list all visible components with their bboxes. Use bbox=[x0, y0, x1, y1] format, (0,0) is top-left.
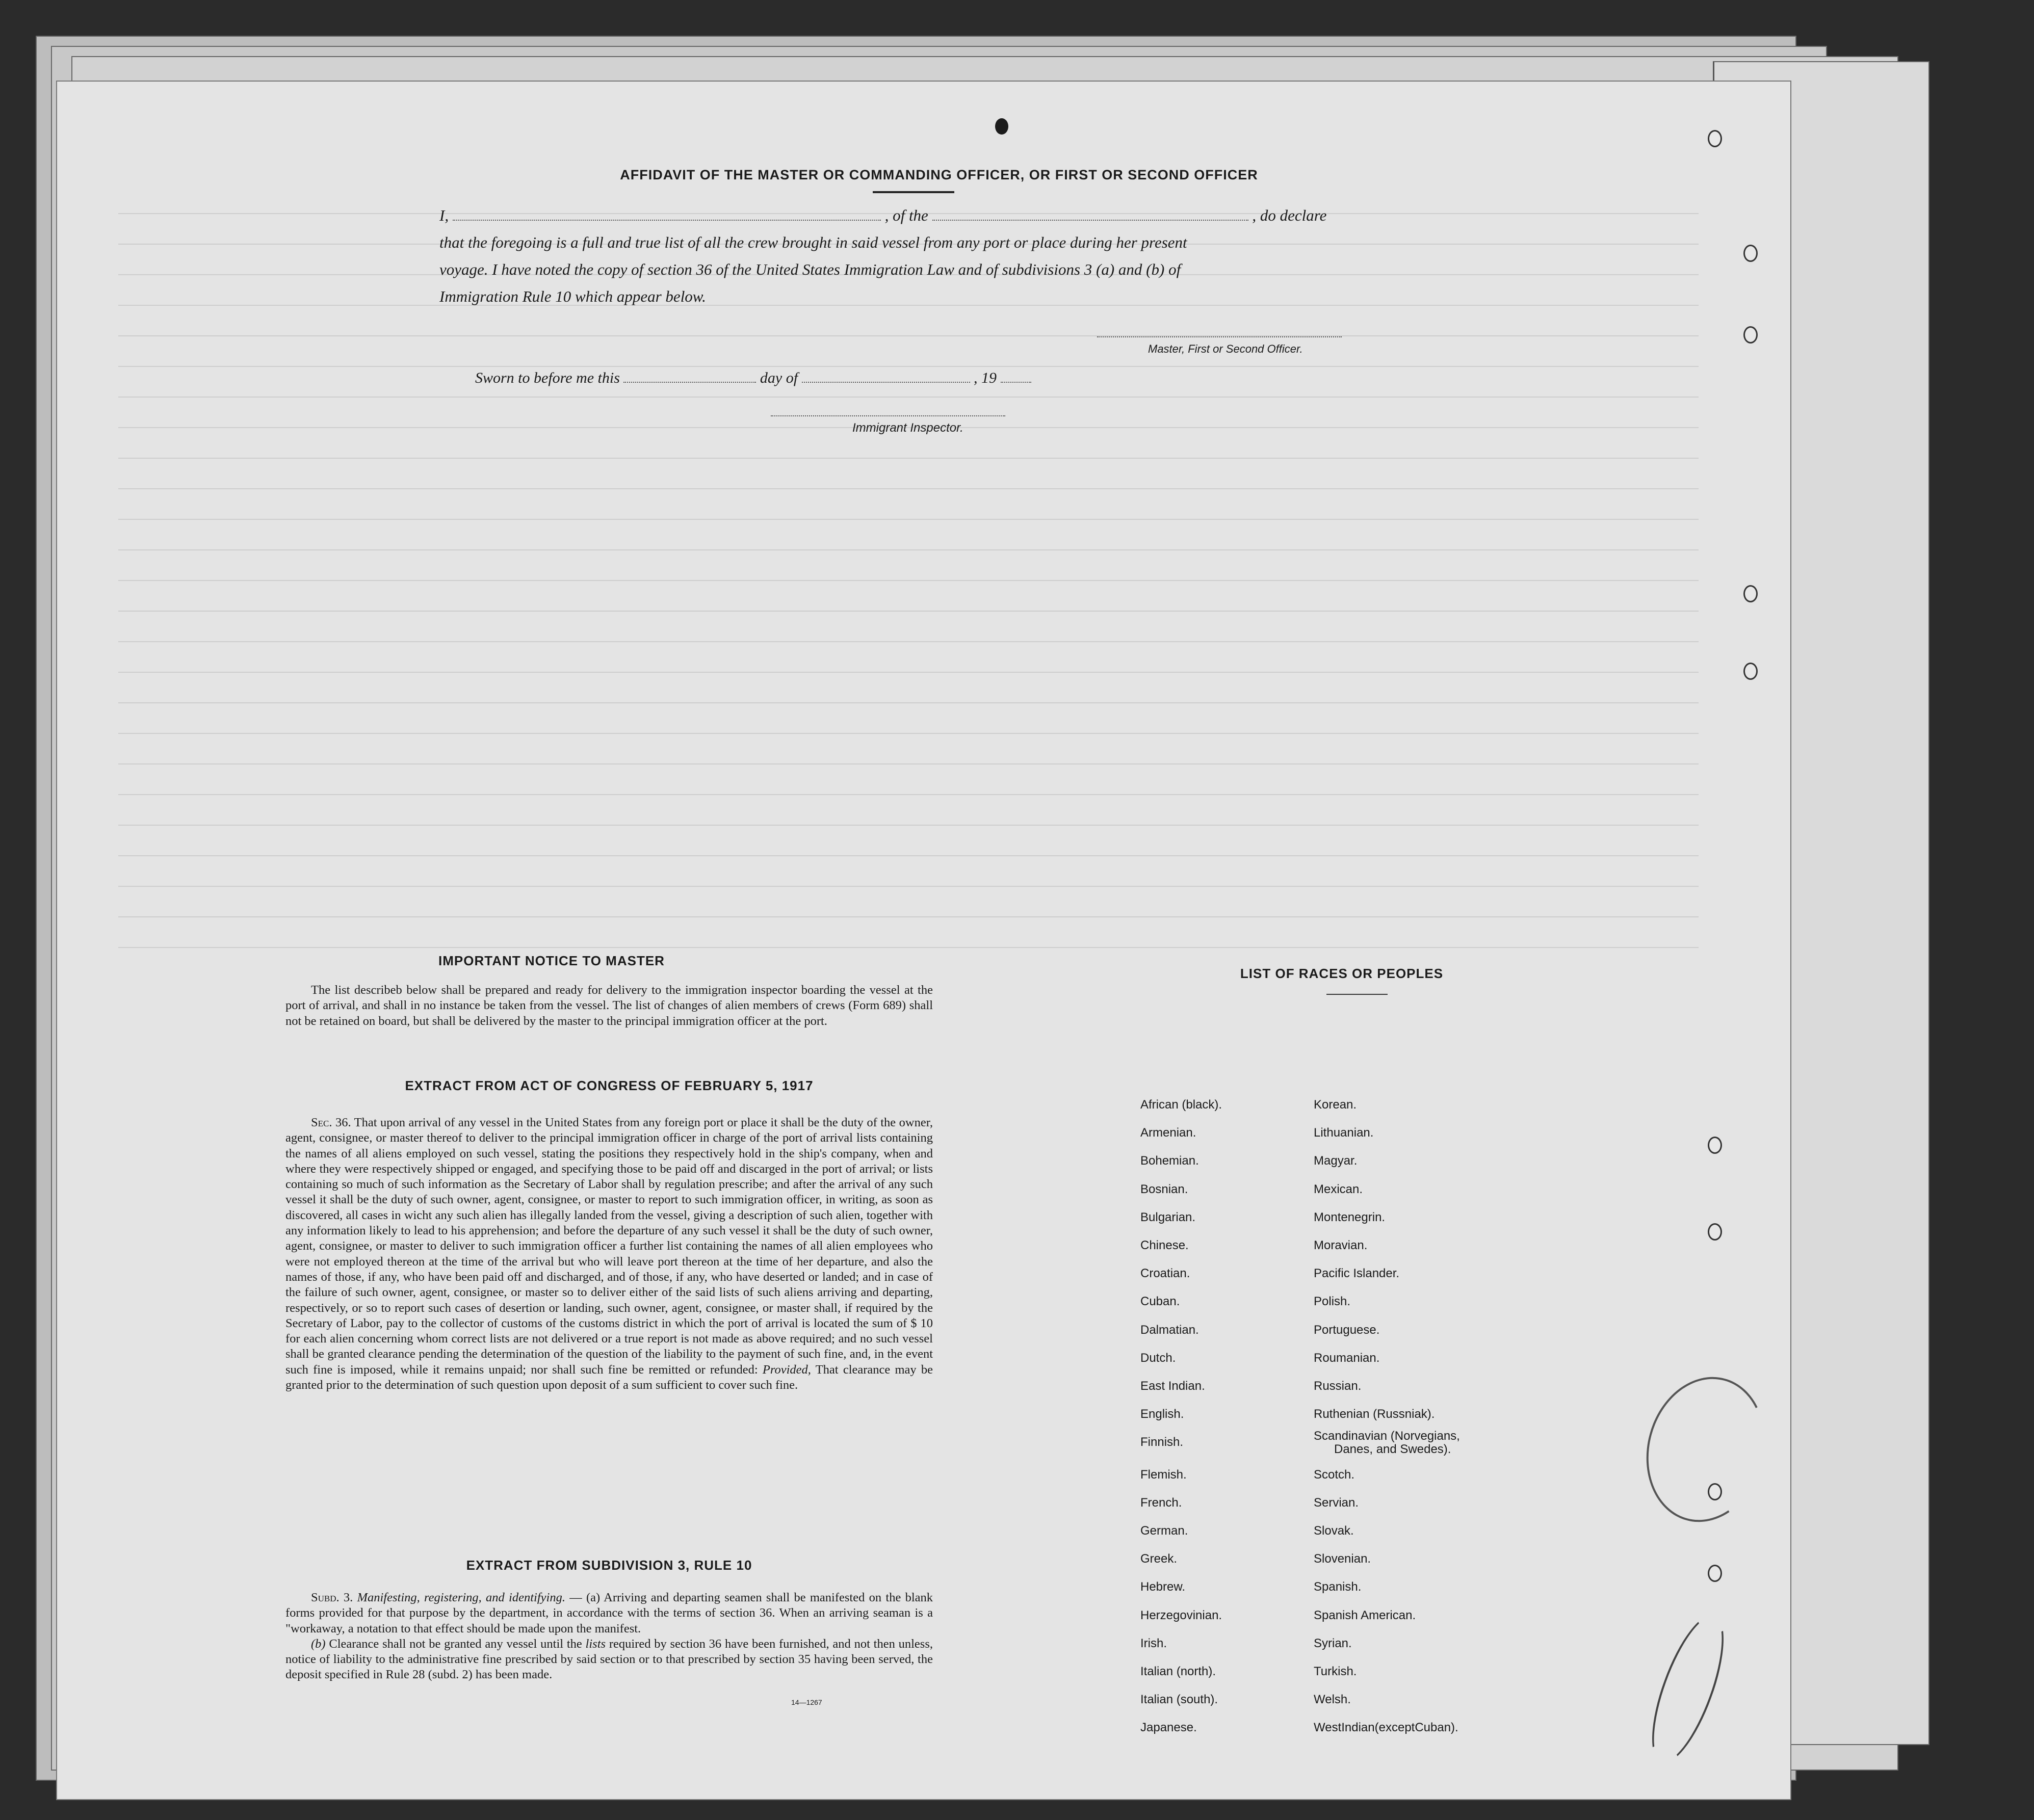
race-item: Bulgarian. bbox=[1140, 1210, 1196, 1224]
race-item: German. bbox=[1140, 1524, 1188, 1538]
subd-b-label: (b) bbox=[311, 1637, 326, 1651]
race-item: Scandinavian (Norvegians, bbox=[1314, 1429, 1460, 1443]
affidavit-line-1 bbox=[439, 206, 1449, 225]
subd-a-label: — (a) bbox=[569, 1591, 601, 1604]
race-item: Danes, and Swedes). bbox=[1334, 1442, 1451, 1457]
binder-ring-hole bbox=[1743, 326, 1758, 344]
race-item: Portuguese. bbox=[1314, 1323, 1380, 1337]
binder-ring-hole bbox=[1743, 245, 1758, 262]
signature-line bbox=[1097, 336, 1342, 337]
race-item: Hebrew. bbox=[1140, 1580, 1186, 1594]
blank-vessel-field bbox=[932, 219, 1248, 221]
pencil-mark bbox=[1631, 1363, 1781, 1535]
race-item: Spanish American. bbox=[1314, 1608, 1416, 1622]
race-item: Pacific Islander. bbox=[1314, 1267, 1400, 1281]
race-item: Russian. bbox=[1314, 1379, 1362, 1393]
race-item: Bosnian. bbox=[1140, 1182, 1188, 1196]
affidavit-text: I, bbox=[439, 206, 449, 224]
section-36-paragraph bbox=[285, 1115, 933, 1393]
blank-day-field bbox=[623, 381, 756, 383]
affidavit-text: , of the bbox=[884, 206, 928, 224]
binder-ring-hole bbox=[1708, 1223, 1722, 1241]
race-item: Cuban. bbox=[1140, 1295, 1180, 1309]
race-item: Herzegovinian. bbox=[1140, 1608, 1222, 1622]
race-item: Turkish. bbox=[1314, 1665, 1357, 1678]
race-item: Montenegrin. bbox=[1314, 1210, 1386, 1224]
race-item: East Indian. bbox=[1140, 1379, 1205, 1393]
title-underline bbox=[873, 191, 954, 193]
race-item: Dutch. bbox=[1140, 1351, 1176, 1365]
race-item: Italian (south). bbox=[1140, 1693, 1218, 1707]
inspector-label: Immigrant Inspector. bbox=[852, 421, 963, 435]
race-item: Chinese. bbox=[1140, 1238, 1189, 1252]
race-item: Spanish. bbox=[1314, 1580, 1362, 1594]
race-item: Greek. bbox=[1140, 1552, 1178, 1566]
punch-hole bbox=[995, 118, 1008, 135]
binder-ring-hole bbox=[1708, 1137, 1722, 1154]
subd-a-text: Arriving and departing seamen shall be manifested on the blank forms provided for that purpose by the department, in accordance with the terms of section 36. When an arriving seaman is a "workaway, a notation to that effect should be made upon the manifest. bbox=[285, 1591, 933, 1636]
affidavit-text: , do declare bbox=[1252, 206, 1327, 224]
race-item: Slovak. bbox=[1314, 1524, 1354, 1538]
race-item: Japanese. bbox=[1140, 1721, 1197, 1735]
extract-rule-title: EXTRACT FROM SUBDIVISION 3, RULE 10 bbox=[466, 1558, 752, 1573]
race-item: Mexican. bbox=[1314, 1182, 1363, 1196]
race-item: English. bbox=[1140, 1407, 1184, 1421]
race-item: Scotch. bbox=[1314, 1467, 1355, 1482]
rule-10-paragraph bbox=[285, 1590, 933, 1683]
provided-word: Provided, bbox=[762, 1362, 811, 1377]
blank-year-field bbox=[1001, 381, 1031, 383]
notice-title: IMPORTANT NOTICE TO MASTER bbox=[438, 953, 665, 968]
race-item: Ruthenian (Russniak). bbox=[1314, 1407, 1435, 1421]
section-text: That upon arrival of any vessel in the United States from any foreign port or place it shall be the duty of the owner, agent, consignee, or master thereof to deliver to the principal immigration officer in charge of the port of arrival lists containing the names of all aliens employed on such vessel, stating the positions they respectively hold in the ship's company, when and where they were respectively shipped or engaged, and specifying those to be paid off and discarged in the port of arrival; or lists containing so much of such information as the Secretary of Labor shall by regulation prescribe; and after the arrival of any such vessel it shall be the duty of such owner, agent, consignee, or master to report to such immigration officer, in writing, as soon as discovered, all cases in wicht any such alien has illegally landed from the vessel, giving a description of such alien, together with any information likely to lead to his apprehension; and before the departure of any such vessel it shall be the duty of such owner, agent, consignee, or master to deliver to such immigration officer a further list containing the names of all alien employees who were not employed thereon at the time of the arrival but who will leave port thereon at the time of her departure, and also the names of those, if any, who have been paid off and discharged, and of those, if any, who have deserted or landed; and in case of the failure of such owner, agent, consignee, or master so to deliver either of the said lists of such aliens arriving and departing, respectively, or so to report such cases of desertion or landing, such owner, agent, consignee, or master shall, if required by the Secretary of Labor, pay to the collector of customs of the customs district in which the port of arrival is located the sum of $ 10 for each alien concerning whom correct lists are not delivered or a true report is not made as above required; and no such vessel shall be granted clearance pending the determination of the question of the liability to the payment of such fine, and, in the event such fine is imposed, while it remains unpaid; nor shall such fine be remitted or refunded: bbox=[285, 1116, 933, 1377]
signature-label: Master, First or Second Officer. bbox=[1148, 342, 1303, 355]
race-item: Moravian. bbox=[1314, 1238, 1368, 1252]
subd-b-text: Clearance shall not be granted any vessel until the bbox=[329, 1637, 582, 1651]
subd-label: Subd. 3. bbox=[311, 1591, 353, 1604]
race-item: Slovenian. bbox=[1314, 1552, 1371, 1566]
sworn-text: , 19 bbox=[974, 370, 997, 386]
blank-name-field bbox=[453, 219, 881, 221]
sworn-statement bbox=[475, 370, 1031, 387]
race-item: Servian. bbox=[1314, 1495, 1359, 1510]
lists-word: lists bbox=[585, 1637, 606, 1651]
notice-text: The list describeb below shall be prepared and ready for delivery to the immigration inspector boarding the vessel at the port of arrival, and shall in no instance be taken from the vessel. The list of changes of alien members of crews (Form 689) shall not be retained on board, but shall be delivered by the master to the principal immigration officer at the port. bbox=[285, 983, 933, 1028]
race-item: African (black). bbox=[1140, 1098, 1222, 1112]
race-item: French. bbox=[1140, 1495, 1182, 1510]
inspector-signature-line bbox=[771, 415, 1005, 416]
race-item: Flemish. bbox=[1140, 1467, 1187, 1482]
race-item: WestIndian(exceptCuban). bbox=[1314, 1721, 1458, 1735]
subd-b-text: required by section 36 have been furnished, and not then unless, notice of liability to the administrative fine prescribed by said section or to that prescribed by section 35 having been served, the deposit specified in Rule 28 (subd. 2) has been made. bbox=[285, 1637, 933, 1682]
race-item: Bohemian. bbox=[1140, 1154, 1199, 1168]
race-item: Korean. bbox=[1314, 1098, 1357, 1112]
binder-ring-hole bbox=[1708, 130, 1722, 147]
race-item: Syrian. bbox=[1314, 1636, 1352, 1650]
binder-ring-hole bbox=[1708, 1565, 1722, 1582]
form-number: 14—1267 bbox=[791, 1698, 822, 1706]
pencil-mark bbox=[1637, 1607, 1738, 1772]
affidavit-line-3: voyage. I have noted the copy of section 36 of the United States Immigration Law and of subdivisions 3 (a) and (b) of bbox=[439, 260, 1181, 278]
section-text: That clearance may be granted prior to the determination of such question upon deposit of a sum sufficient to cover such fine. bbox=[285, 1362, 933, 1392]
sworn-text: day of bbox=[760, 370, 798, 386]
notice-paragraph bbox=[285, 983, 933, 1029]
race-item: Irish. bbox=[1140, 1636, 1167, 1650]
race-item: Welsh. bbox=[1314, 1693, 1351, 1707]
extract-act-title: EXTRACT FROM ACT OF CONGRESS OF FEBRUARY 5, 1917 bbox=[405, 1078, 814, 1093]
blank-month-field bbox=[802, 381, 970, 383]
affidavit-title: AFFIDAVIT OF THE MASTER OR COMMANDING OFFICER, OR FIRST OR SECOND OFFICER bbox=[620, 167, 1258, 182]
binder-ring-hole bbox=[1743, 663, 1758, 680]
race-item: Lithuanian. bbox=[1314, 1126, 1374, 1140]
document-page bbox=[57, 82, 1790, 1799]
race-item: Italian (north). bbox=[1140, 1665, 1216, 1678]
race-item: Dalmatian. bbox=[1140, 1323, 1199, 1337]
section-label: Sec. 36. bbox=[311, 1116, 351, 1129]
race-item: Polish. bbox=[1314, 1295, 1351, 1309]
races-underline bbox=[1326, 994, 1388, 995]
affidavit-line-4: Immigration Rule 10 which appear below. bbox=[439, 287, 706, 305]
races-title: LIST OF RACES OR PEOPLES bbox=[1240, 966, 1444, 981]
sworn-text: Sworn to before me this bbox=[475, 370, 620, 386]
affidavit-line-2: that the foregoing is a full and true list of all the crew brought in said vessel from any port or place during her present bbox=[439, 233, 1187, 251]
race-item: Croatian. bbox=[1140, 1267, 1190, 1281]
race-item: Finnish. bbox=[1140, 1435, 1184, 1449]
race-item: Magyar. bbox=[1314, 1154, 1358, 1168]
race-item: Roumanian. bbox=[1314, 1351, 1380, 1365]
binder-ring-hole bbox=[1743, 585, 1758, 602]
subd-heading: Manifesting, registering, and identifying. bbox=[357, 1591, 565, 1604]
race-item: Armenian. bbox=[1140, 1126, 1196, 1140]
